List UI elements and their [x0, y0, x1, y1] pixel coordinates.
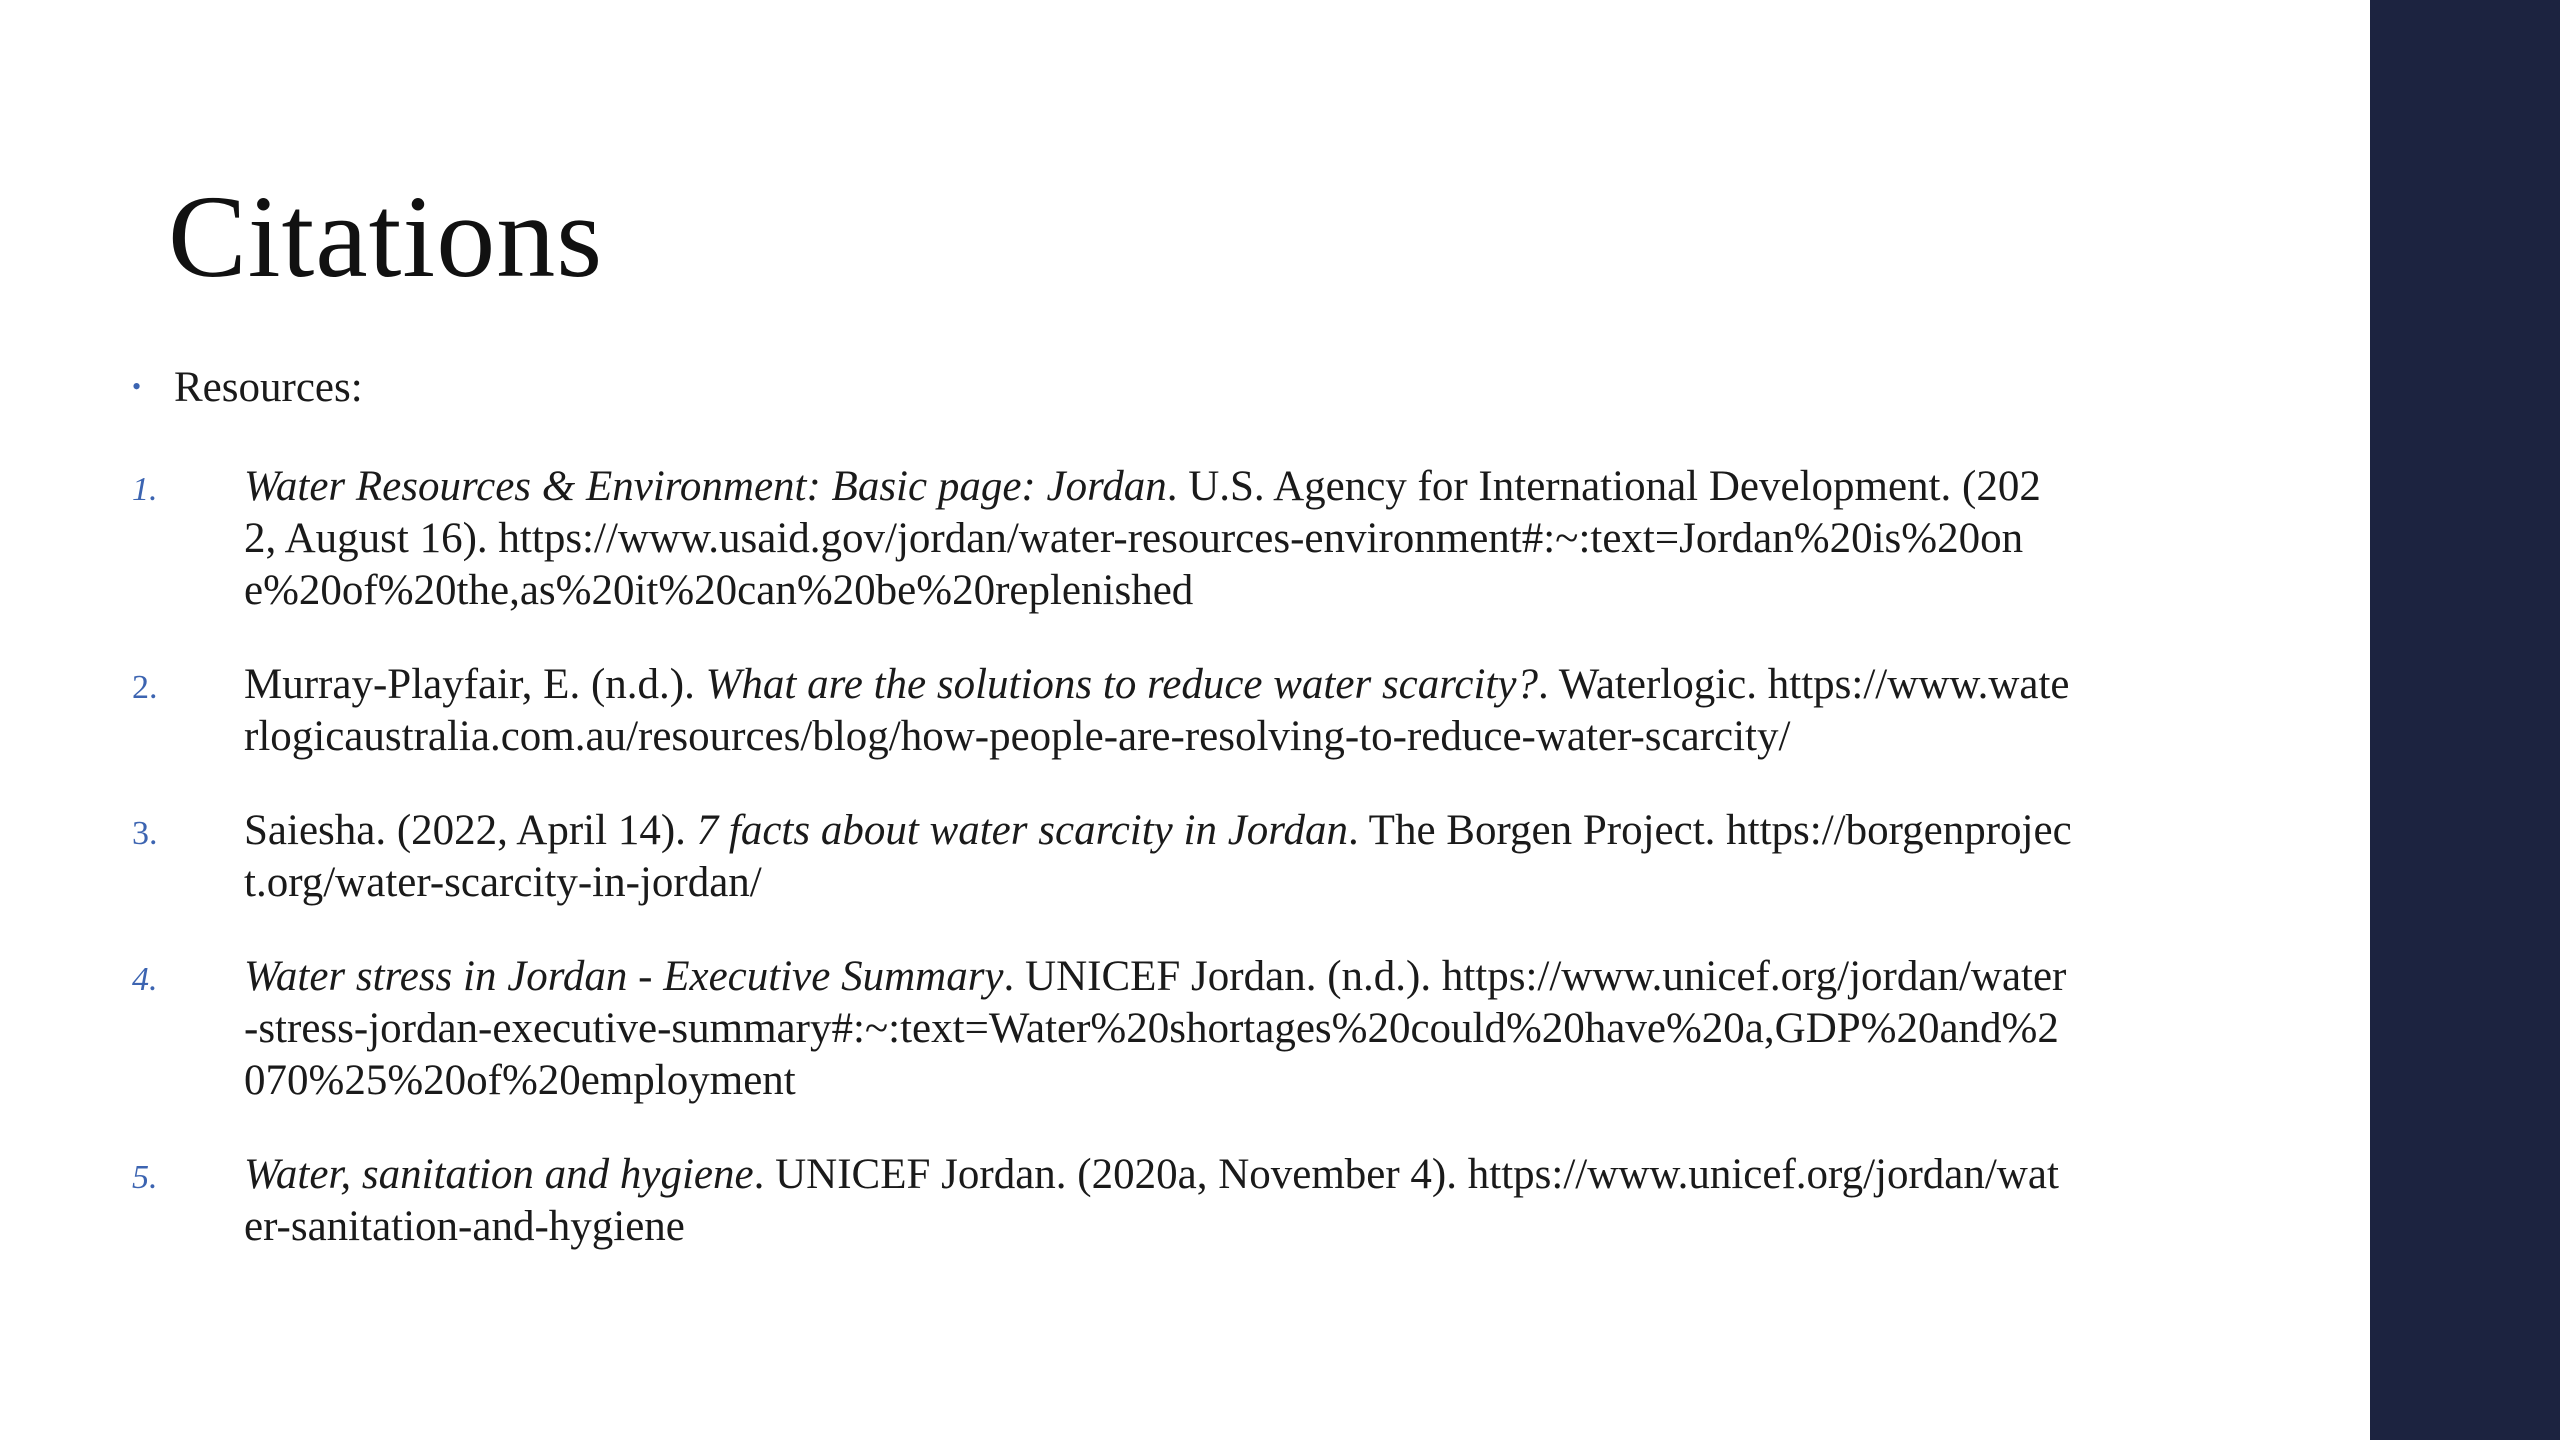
- citation-work-title: Water, sanitation and hygiene: [244, 1151, 754, 1198]
- citation-post: . Waterlogic. https://www.waterlogicaustralia.com.au/resources/blog/how-people-are-resolving-to-reduce-water-scarcity/: [244, 661, 2070, 760]
- citation-work-title: What are the solutions to reduce water scarcity?: [705, 661, 1538, 708]
- citation-text: [244, 1149, 2072, 1253]
- citation-number: 4.: [132, 961, 158, 998]
- bullet-icon: •: [132, 372, 142, 401]
- citation-number: 5.: [132, 1159, 158, 1196]
- citation-work-title: Water stress in Jordan - Executive Summary: [244, 953, 1004, 1000]
- citation-number: 3.: [132, 815, 158, 852]
- citation-text: [244, 951, 2072, 1107]
- citation-work-title: 7 facts about water scarcity in Jordan: [696, 807, 1348, 854]
- citation-item: [132, 1149, 2072, 1253]
- citation-post: . U.S. Agency for International Development. (2022, August 16). https://www.usaid.gov/jordan/water-resources-environment#:~:text=Jordan%20is%20one%20of%20the,as%20it%20can%20be%20replenished: [244, 463, 2041, 614]
- slide-title: Citations: [168, 171, 604, 302]
- citation-work-title: Water Resources & Environment: Basic page: Jordan: [244, 463, 1167, 510]
- slide-body: [132, 362, 2072, 1295]
- citation-item: [132, 659, 2072, 763]
- resources-bullet: [132, 362, 2072, 419]
- citation-number: 2.: [132, 669, 158, 706]
- citation-post: . UNICEF Jordan. (2020a, November 4). https://www.unicef.org/jordan/water-sanitation-and-hygiene: [244, 1151, 2059, 1250]
- citation-item: [132, 951, 2072, 1107]
- citation-post: . UNICEF Jordan. (n.d.). https://www.unicef.org/jordan/water-stress-jordan-executive-summary#:~:text=Water%20shortages%20could%20have%20a,GDP%20and%2070%25%20of%20employment: [244, 953, 2067, 1104]
- citation-number: 1.: [132, 471, 158, 508]
- citation-text: [244, 659, 2072, 763]
- citation-pre: Murray-Playfair, E. (n.d.).: [244, 661, 706, 708]
- citation-post: . The Borgen Project. https://borgenproject.org/water-scarcity-in-jordan/: [244, 807, 2072, 906]
- citation-item: [132, 461, 2072, 617]
- citation-item: [132, 805, 2072, 909]
- citation-list: [132, 461, 2072, 1253]
- citation-text: [244, 461, 2072, 617]
- citation-text: [244, 805, 2072, 909]
- resources-label: Resources:: [174, 364, 363, 411]
- citation-pre: Saiesha. (2022, April 14).: [244, 807, 697, 854]
- side-band: [2370, 0, 2560, 1440]
